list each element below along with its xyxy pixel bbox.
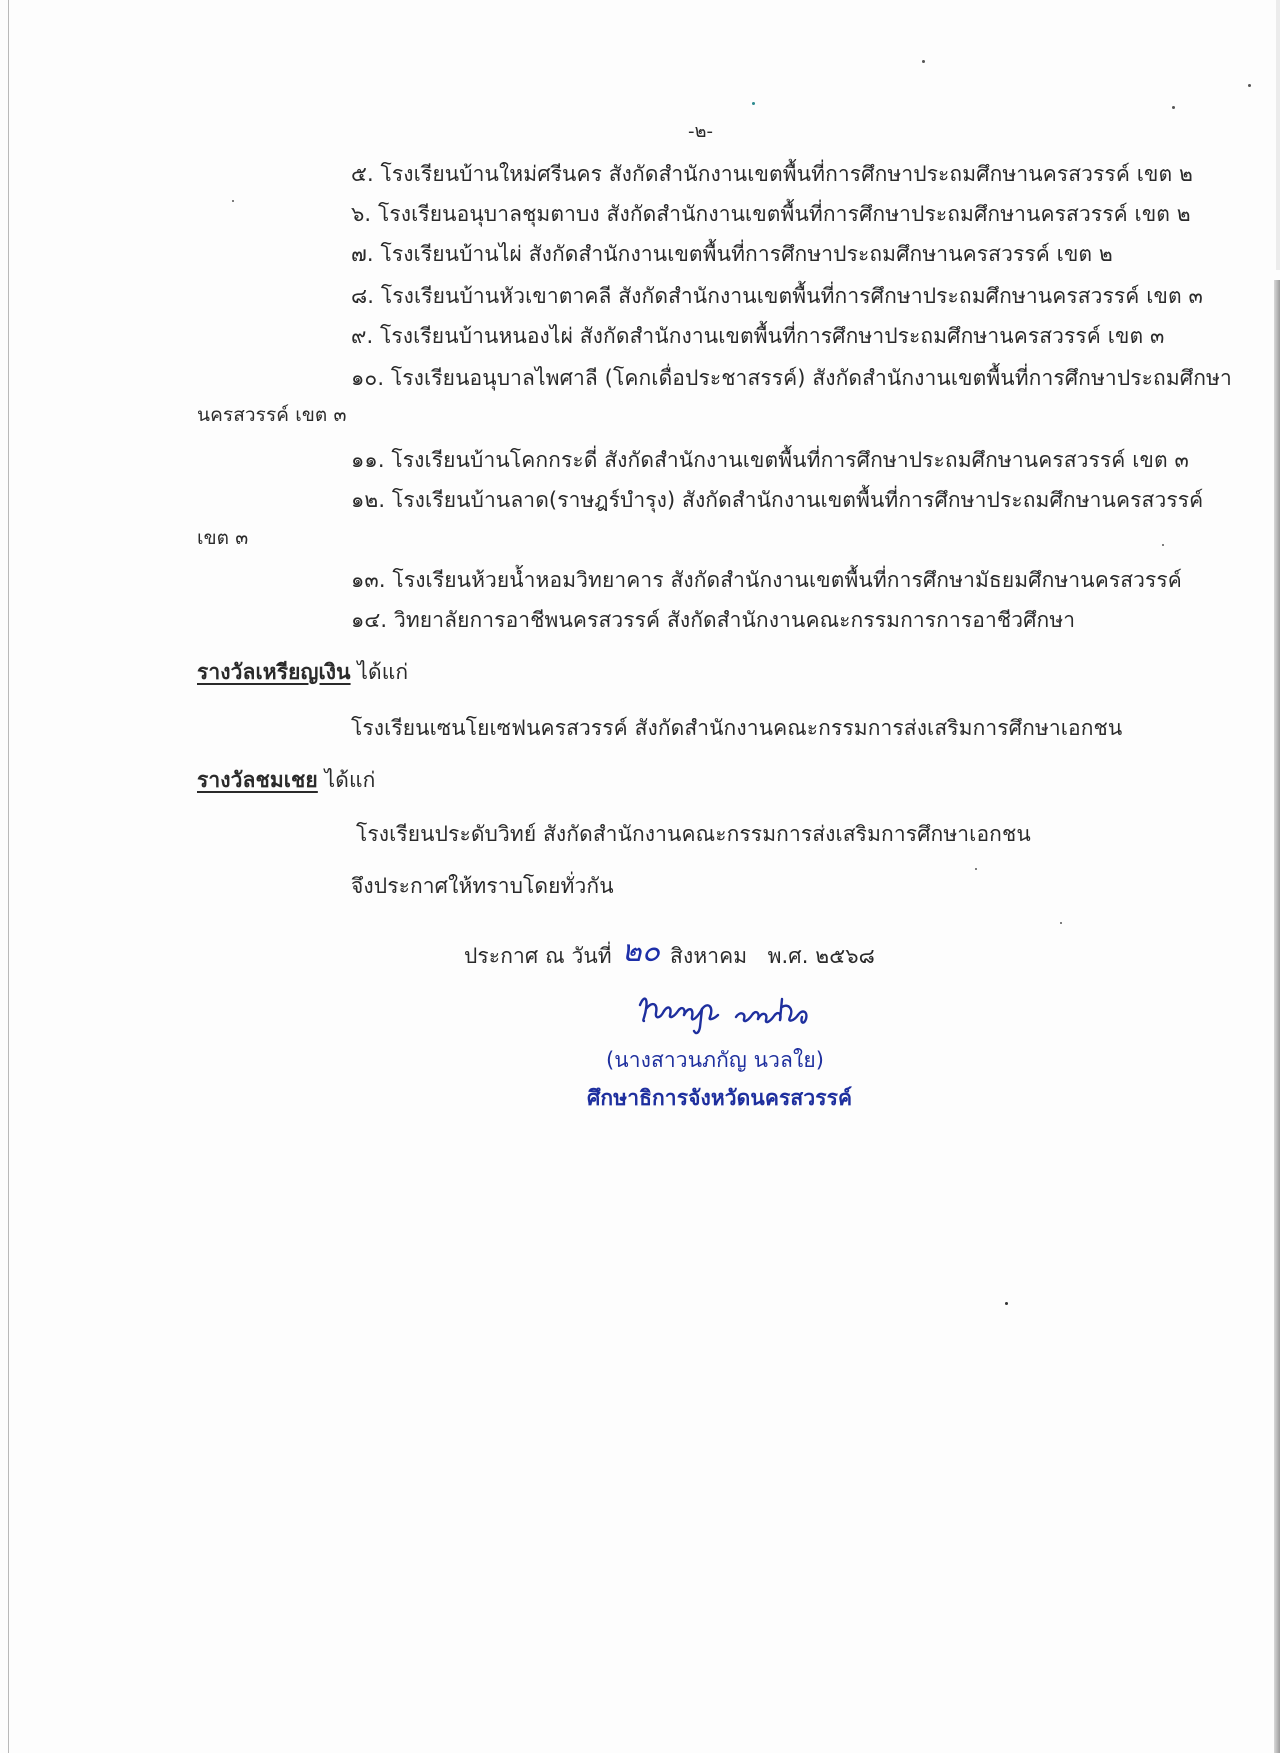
list-item: ๑๔. วิทยาลัยการอาชีพนครสวรรค์ สังกัดสำนักงานคณะกรรมการการอาชีวศึกษา xyxy=(351,608,1076,632)
list-item: ๑๓. โรงเรียนห้วยน้ำหอมวิทยาคาร สังกัดสำนักงานเขตพื้นที่การศึกษามัธยมศึกษานครสวรรค์ xyxy=(351,568,1182,592)
handwritten-signature xyxy=(636,987,836,1047)
list-item: ๑๒. โรงเรียนบ้านลาด(ราษฎร์บำรุง) สังกัดสำนักงานเขตพื้นที่การศึกษาประถมศึกษานครสวรรค์ xyxy=(351,488,1204,512)
closing-statement: จึงประกาศให้ทราบโดยทั่วกัน xyxy=(351,874,614,898)
honorable-award-heading: รางวัลชมเชย xyxy=(197,768,318,792)
scan-speck xyxy=(752,102,755,105)
scan-speck xyxy=(1162,544,1164,546)
silver-award-school: โรงเรียนเซนโยเซฟนครสวรรค์ สังกัดสำนักงานคณะกรรมการส่งเสริมการศึกษาเอกชน xyxy=(351,716,1123,740)
list-item: ๘. โรงเรียนบ้านหัวเขาตาคลี สังกัดสำนักงานเขตพื้นที่การศึกษาประถมศึกษานครสวรรค์ เขต ๓ xyxy=(351,284,1203,308)
list-item: ๗. โรงเรียนบ้านไผ่ สังกัดสำนักงานเขตพื้นที่การศึกษาประถมศึกษานครสวรรค์ เขต ๒ xyxy=(351,242,1113,266)
date-year: พ.ศ. ๒๕๖๘ xyxy=(767,944,875,968)
list-item-continuation: นครสวรรค์ เขต ๓ xyxy=(197,404,347,426)
scan-speck xyxy=(975,868,977,870)
list-item: ๕. โรงเรียนบ้านใหม่ศรีนคร สังกัดสำนักงานเขตพื้นที่การศึกษาประถมศึกษานครสวรรค์ เขต ๒ xyxy=(351,162,1193,186)
page-number: -๒- xyxy=(688,121,714,142)
honorable-award-suffix: ได้แก่ xyxy=(317,768,376,792)
scan-speck xyxy=(1005,1302,1008,1305)
scan-speck xyxy=(1060,922,1062,924)
page-right-edge-top xyxy=(1276,0,1280,270)
silver-award-suffix: ได้แก่ xyxy=(350,660,409,684)
list-item-continuation: เขต ๓ xyxy=(197,527,249,549)
scan-speck xyxy=(1248,84,1251,87)
list-item: ๖. โรงเรียนอนุบาลชุมตาบง สังกัดสำนักงานเขตพื้นที่การศึกษาประถมศึกษานครสวรรค์ เขต ๒ xyxy=(351,202,1191,226)
scan-speck xyxy=(232,200,234,202)
list-item: ๑๑. โรงเรียนบ้านโคกกระดี่ สังกัดสำนักงานเขตพื้นที่การศึกษาประถมศึกษานครสวรรค์ เขต ๓ xyxy=(351,448,1189,472)
date-prefix: ประกาศ ณ วันที่ xyxy=(464,944,612,968)
page-left-edge xyxy=(8,0,9,1753)
list-item: ๑๐. โรงเรียนอนุบาลไพศาลี (โคกเดื่อประชาสรรค์) สังกัดสำนักงานเขตพื้นที่การศึกษาประถมศึกษา xyxy=(351,366,1232,390)
signatory-name: (นางสาวนภกัญ นวลใย) xyxy=(606,1048,825,1072)
signatory-title: ศึกษาธิการจังหวัดนครสวรรค์ xyxy=(587,1086,853,1110)
scan-speck xyxy=(922,60,925,63)
date-day-handwritten: ๒๐ xyxy=(621,934,661,969)
announcement-date xyxy=(464,934,875,970)
list-item: ๙. โรงเรียนบ้านหนองไผ่ สังกัดสำนักงานเขตพื้นที่การศึกษาประถมศึกษานครสวรรค์ เขต ๓ xyxy=(351,324,1165,348)
scan-speck xyxy=(1172,106,1175,109)
silver-award-heading-line xyxy=(197,658,408,686)
honorable-award-heading-line xyxy=(197,766,375,794)
honorable-award-school: โรงเรียนประดับวิทย์ สังกัดสำนักงานคณะกรรมการส่งเสริมการศึกษาเอกชน xyxy=(356,822,1031,846)
date-month: สิงหาคม xyxy=(670,944,748,968)
silver-award-heading: รางวัลเหรียญเงิน xyxy=(197,660,351,684)
page-right-edge-shadow xyxy=(1274,280,1280,1753)
